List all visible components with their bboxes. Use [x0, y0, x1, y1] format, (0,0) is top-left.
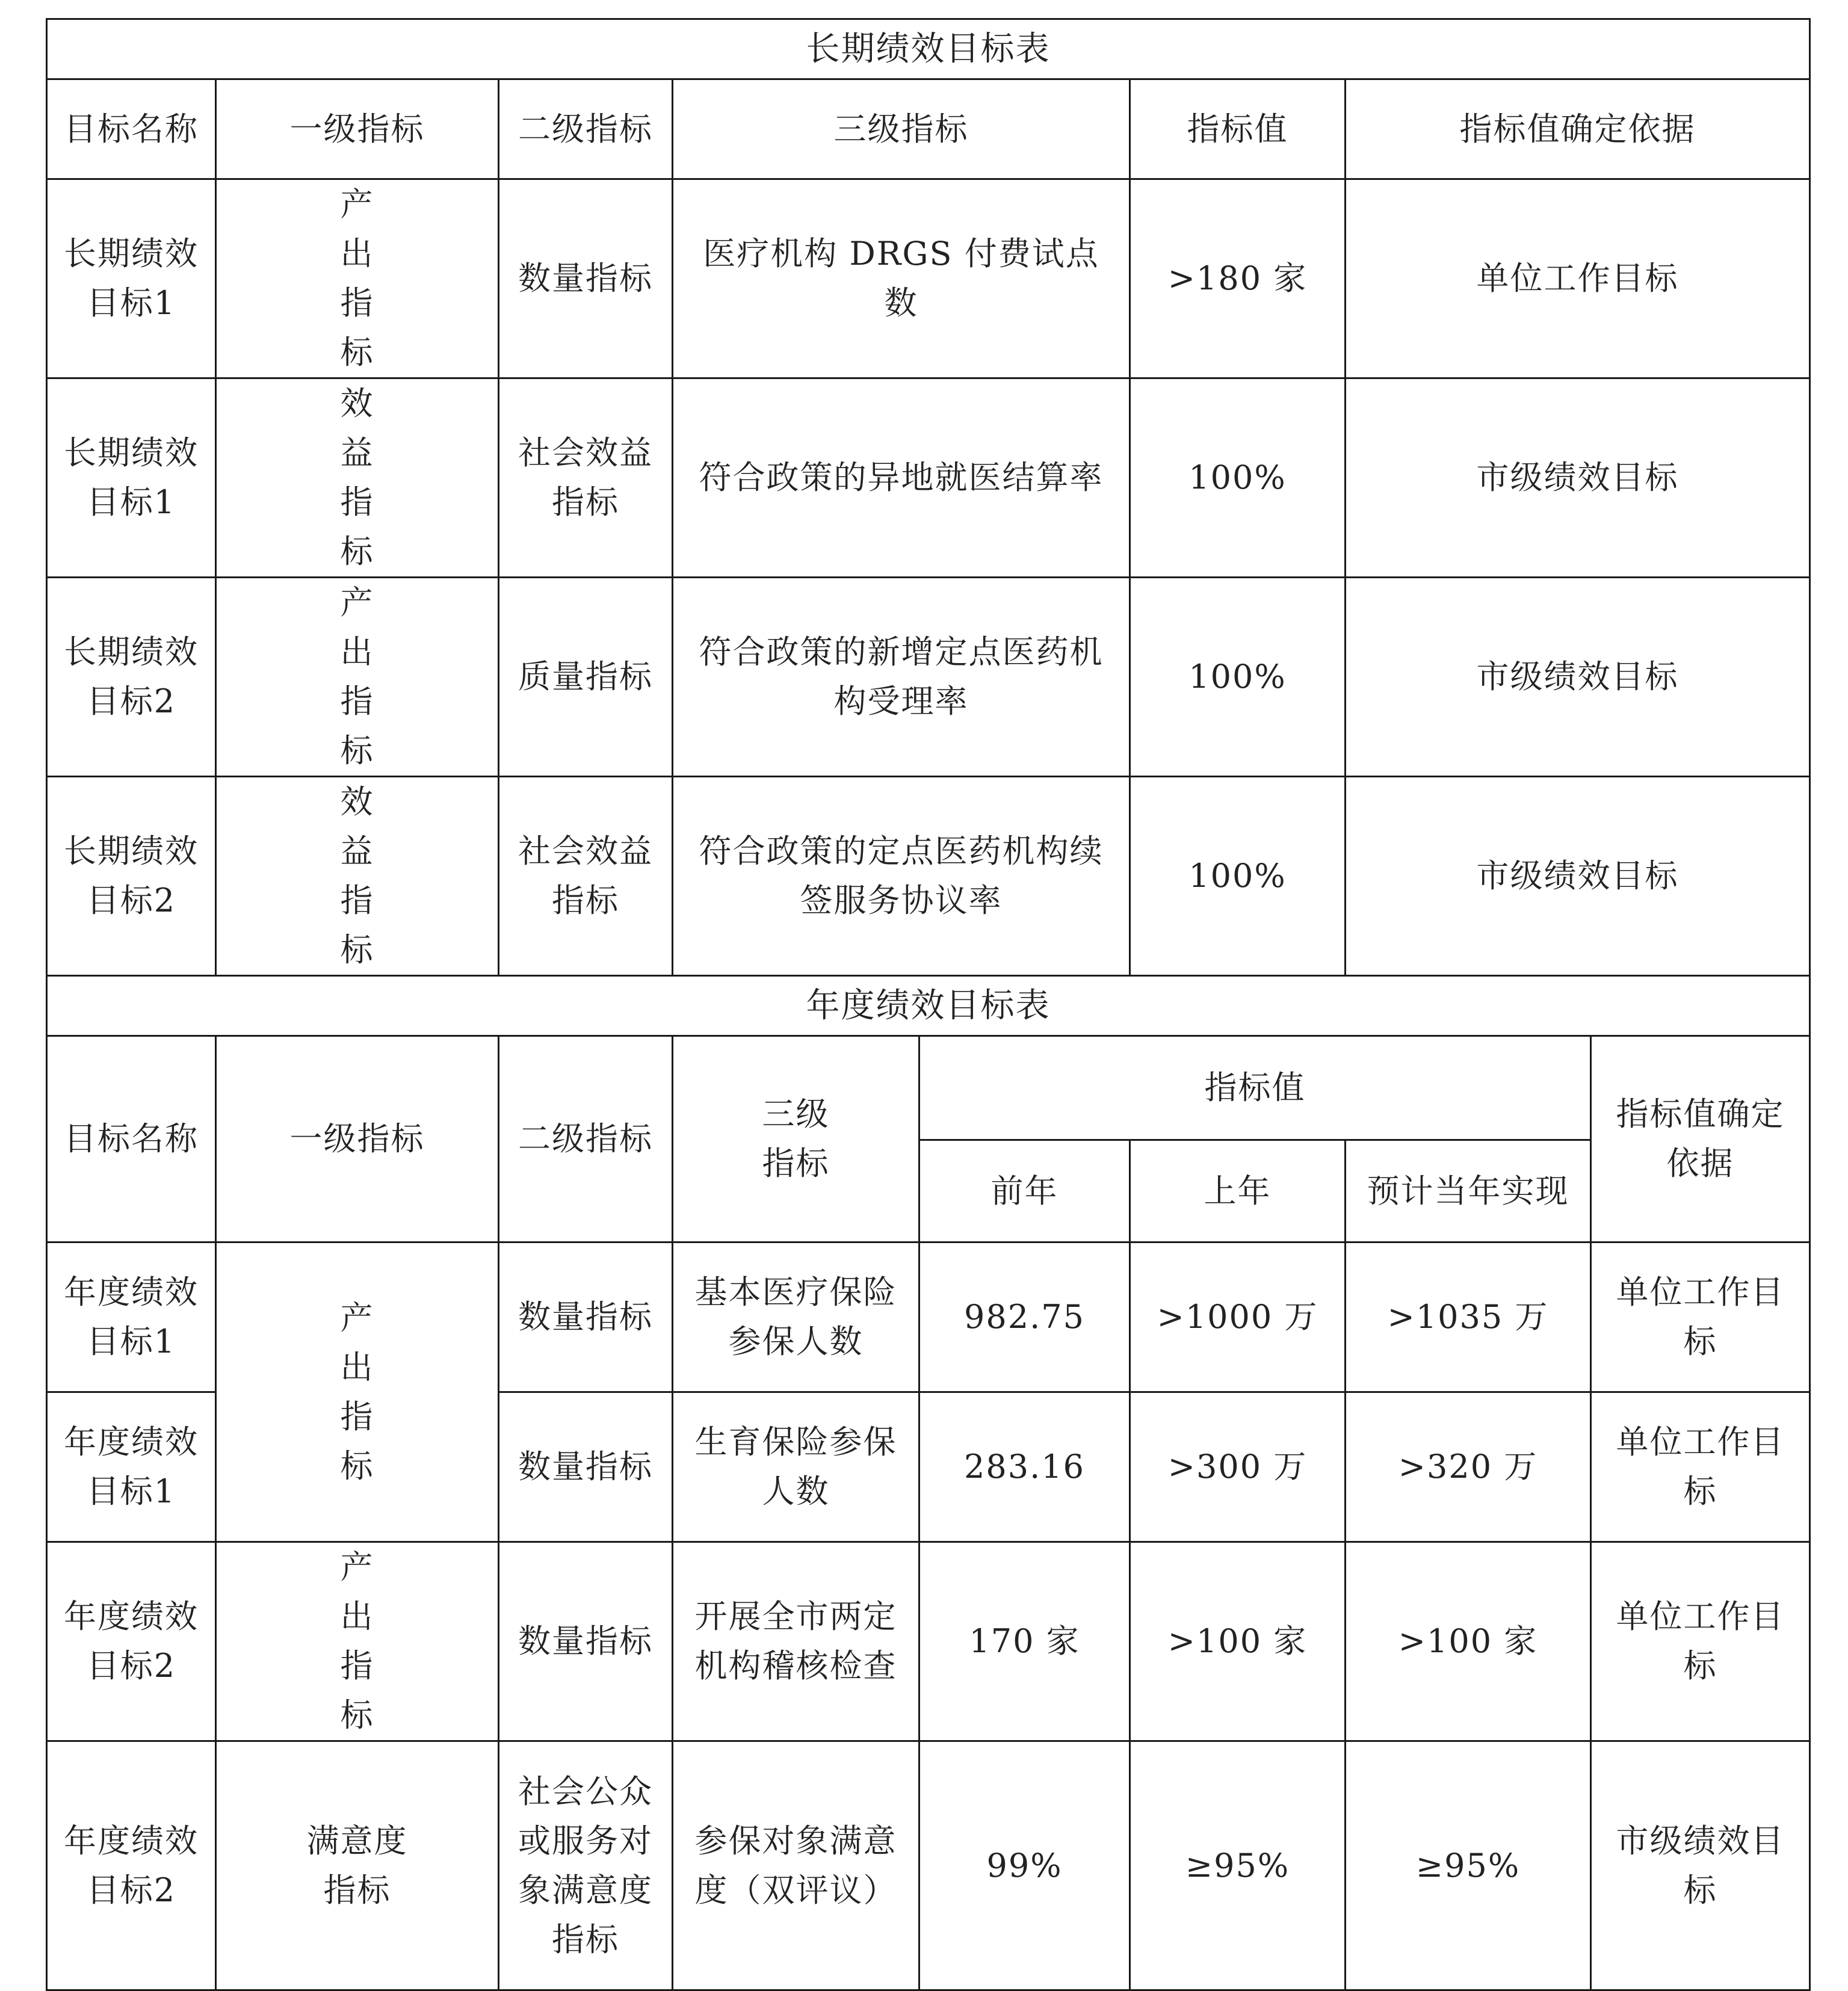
prev-year-cell: ≥95%: [1130, 1741, 1346, 1990]
goal-name-cell: 年度绩效目标2: [47, 1542, 216, 1741]
goal-name-cell: 年度绩效目标2: [47, 1741, 216, 1990]
header-goal-name: 目标名称: [47, 1036, 216, 1242]
goal-name-cell: 长期绩效目标2: [47, 578, 216, 777]
long-term-title-row: [47, 19, 1810, 79]
level1-cell: 产出指标: [216, 179, 499, 378]
forecast-cell: >1035 万: [1346, 1242, 1591, 1392]
header-prev-prev-year: 前年: [919, 1140, 1130, 1242]
table-row: [47, 378, 1810, 578]
level1-cell: 产出指标: [216, 1542, 499, 1741]
goal-name-cell: 长期绩效目标2: [47, 777, 216, 976]
prev-prev-year-cell: 170 家: [919, 1542, 1130, 1741]
annual-goals-table: [46, 975, 1811, 1991]
value-cell: 100%: [1130, 378, 1346, 578]
value-cell: 100%: [1130, 777, 1346, 976]
table-row: [47, 578, 1810, 777]
basis-cell: 单位工作目标: [1591, 1242, 1810, 1392]
header-level1: 一级指标: [216, 79, 499, 179]
level2-cell: 社会公众或服务对象满意度指标: [499, 1741, 673, 1990]
goal-name-cell: 年度绩效目标1: [47, 1242, 216, 1392]
goal-name-cell: 长期绩效目标1: [47, 179, 216, 378]
goal-name-cell: 年度绩效目标1: [47, 1392, 216, 1542]
header-value: 指标值: [919, 1036, 1591, 1140]
long-term-table-title: 长期绩效目标表: [47, 19, 1810, 79]
value-cell: 100%: [1130, 578, 1346, 777]
header-level3: 三级指标: [673, 79, 1130, 179]
forecast-cell: ≥95%: [1346, 1741, 1591, 1990]
header-level3: 三级指标: [673, 1036, 919, 1242]
level3-cell: 符合政策的异地就医结算率: [673, 378, 1130, 578]
basis-cell: 市级绩效目标: [1591, 1741, 1810, 1990]
prev-prev-year-cell: 99%: [919, 1741, 1130, 1990]
table-row: [47, 1542, 1810, 1741]
header-level1: 一级指标: [216, 1036, 499, 1242]
long-term-goals-table: [46, 18, 1811, 977]
prev-year-cell: >1000 万: [1130, 1242, 1346, 1392]
level2-cell: 质量指标: [499, 578, 673, 777]
level3-cell: 符合政策的新增定点医药机构受理率: [673, 578, 1130, 777]
forecast-cell: >100 家: [1346, 1542, 1591, 1741]
level2-cell: 数量指标: [499, 1392, 673, 1542]
level2-cell: 数量指标: [499, 179, 673, 378]
level3-cell: 参保对象满意度（双评议）: [673, 1741, 919, 1990]
prev-prev-year-cell: 283.16: [919, 1392, 1130, 1542]
table-row: [47, 777, 1810, 976]
level1-cell: 效益指标: [216, 777, 499, 976]
prev-year-cell: >100 家: [1130, 1542, 1346, 1741]
basis-cell: 市级绩效目标: [1346, 378, 1810, 578]
table-row: [47, 179, 1810, 378]
prev-prev-year-cell: 982.75: [919, 1242, 1130, 1392]
header-prev-year: 上年: [1130, 1140, 1346, 1242]
level2-cell: 数量指标: [499, 1242, 673, 1392]
level3-cell: 符合政策的定点医药机构续签服务协议率: [673, 777, 1130, 976]
basis-cell: 单位工作目标: [1591, 1392, 1810, 1542]
basis-cell: 单位工作目标: [1591, 1542, 1810, 1741]
performance-goals-sheet: [46, 18, 1809, 1991]
header-basis: 指标值确定依据: [1346, 79, 1810, 179]
header-level2: 二级指标: [499, 1036, 673, 1242]
level3-cell: 生育保险参保人数: [673, 1392, 919, 1542]
annual-title-row: [47, 976, 1810, 1036]
level3-cell: 基本医疗保险参保人数: [673, 1242, 919, 1392]
level2-cell: 数量指标: [499, 1542, 673, 1741]
prev-year-cell: >300 万: [1130, 1392, 1346, 1542]
table-row: [47, 1242, 1810, 1392]
header-goal-name: 目标名称: [47, 79, 216, 179]
table-row: [47, 1741, 1810, 1990]
level1-cell: 效益指标: [216, 378, 499, 578]
basis-cell: 市级绩效目标: [1346, 578, 1810, 777]
level2-cell: 社会效益指标: [499, 378, 673, 578]
goal-name-cell: 长期绩效目标1: [47, 378, 216, 578]
annual-header-row: [47, 1036, 1810, 1140]
level1-cell: 满意度指标: [216, 1741, 499, 1990]
header-level2: 二级指标: [499, 79, 673, 179]
basis-cell: 市级绩效目标: [1346, 777, 1810, 976]
level1-cell: 产出指标: [216, 1242, 499, 1542]
header-forecast: 预计当年实现: [1346, 1140, 1591, 1242]
basis-cell: 单位工作目标: [1346, 179, 1810, 378]
level1-cell: 产出指标: [216, 578, 499, 777]
header-basis: 指标值确定依据: [1591, 1036, 1810, 1242]
long-term-header-row: [47, 79, 1810, 179]
header-value: 指标值: [1130, 79, 1346, 179]
level2-cell: 社会效益指标: [499, 777, 673, 976]
level3-cell: 开展全市两定机构稽核检查: [673, 1542, 919, 1741]
forecast-cell: >320 万: [1346, 1392, 1591, 1542]
annual-table-title: 年度绩效目标表: [47, 976, 1810, 1036]
value-cell: >180 家: [1130, 179, 1346, 378]
level3-cell: 医疗机构 DRGS 付费试点数: [673, 179, 1130, 378]
